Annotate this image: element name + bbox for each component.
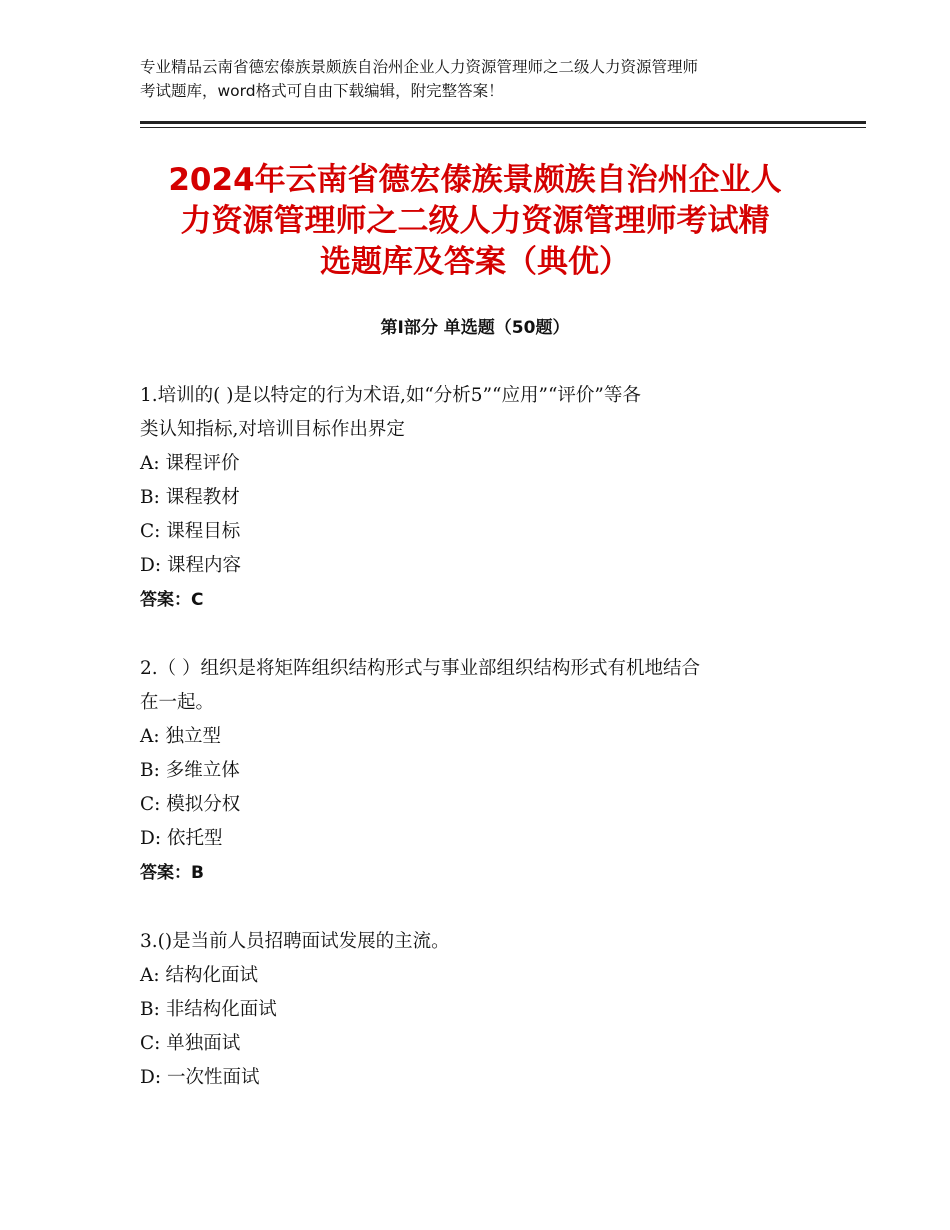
header-divider-thick — [140, 121, 866, 124]
title-line: 2024年云南省德宏傣族景颇族自治州企业人 — [168, 162, 782, 198]
option-d: D: 一次性面试 — [140, 1067, 260, 1088]
option-c: C: 课程目标 — [140, 521, 241, 542]
option-a: A: 独立型 — [140, 726, 221, 747]
option-a: A: 结构化面试 — [140, 965, 258, 986]
question-1 — [140, 379, 830, 617]
title-line: 力资源管理师之二级人力资源管理师考试精 — [180, 203, 770, 239]
header-divider-thin — [140, 127, 866, 128]
header-note-line: 专业精品云南省德宏傣族景颇族自治州企业人力资源管理师之二级人力资源管理师 — [140, 58, 699, 76]
option-d: D: 依托型 — [140, 828, 223, 849]
question-text: 1.培训的( )是以特定的行为术语,如“分析5”“应用”“评价”等各 — [140, 385, 641, 406]
header-note-line: 考试题库，word格式可自由下载编辑，附完整答案！ — [140, 82, 504, 100]
question-text: 类认知指标,对培训目标作出界定 — [140, 419, 405, 440]
section-title: 第Ⅰ部分 单选题（50题） — [380, 318, 570, 338]
option-b: B: 非结构化面试 — [140, 999, 277, 1020]
option-a: A: 课程评价 — [140, 453, 240, 474]
question-2 — [140, 652, 830, 890]
answer: 答案：B — [140, 863, 204, 883]
option-b: B: 课程教材 — [140, 487, 240, 508]
header-note — [140, 55, 830, 103]
question-text: 2.（ ）组织是将矩阵组织结构形式与事业部组织结构形式有机地结合 — [140, 658, 701, 679]
option-c: C: 单独面试 — [140, 1033, 241, 1054]
document-title — [120, 160, 830, 283]
title-line: 选题库及答案（典优） — [320, 244, 630, 280]
option-c: C: 模拟分权 — [140, 794, 241, 815]
question-text: 在一起。 — [140, 692, 215, 713]
question-3 — [140, 925, 830, 1095]
question-text: 3.()是当前人员招聘面试发展的主流。 — [140, 931, 450, 952]
option-b: B: 多维立体 — [140, 760, 240, 781]
option-d: D: 课程内容 — [140, 555, 241, 576]
answer: 答案：C — [140, 590, 204, 610]
